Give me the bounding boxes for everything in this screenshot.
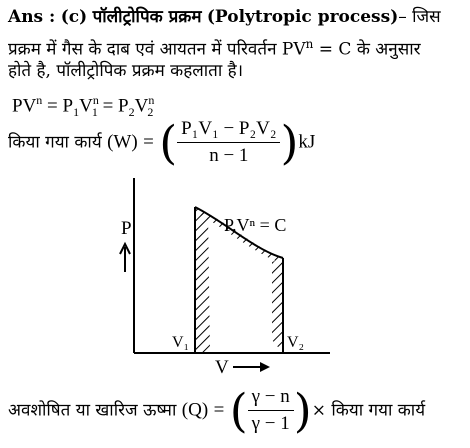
heat-symbol: (Q) (181, 399, 209, 421)
eq-lhs: PV (12, 95, 37, 117)
eq-v1-sub: 1 (91, 105, 98, 120)
answer-prefix: Ans : (8, 7, 56, 27)
eq-p2-sub: 2 (128, 105, 135, 120)
heat-equation: अवशोषित या खारिज ऊष्मा (Q) = ( $\frac{\gamma - n}{\gamma - 1}$ )× किया गया कार्य (8, 383, 426, 438)
process-name-english: (Polytropic process) (206, 7, 399, 27)
v2-label: V₂ (287, 334, 305, 351)
v1-label: V₁ (172, 334, 190, 351)
heat-numerator: γ − n (248, 386, 294, 411)
work-denominator: n − 1 (209, 145, 249, 166)
work-label: किया गया कार्य (8, 132, 102, 153)
eq-lhs-exp: n (36, 93, 43, 107)
polytropic-equation: $PV^n = P_1V^n_1 = P_2V^n_2$ (12, 93, 155, 120)
answer-line-2-text: प्रक्रम में गैस के दाब एवं आयतन में परिवर्तन PV (8, 39, 306, 60)
work-equation: किया गया कार्य (W) = ( $\frac{\text{P₁V₁ − P₂V₂}}{n - 1}$ )kJ (8, 115, 316, 170)
hatch-right (272, 258, 283, 353)
v-arrow-head-icon (260, 362, 270, 372)
hatch-left (195, 207, 210, 353)
process-name-hindi: पॉलीट्रोपिक प्रक्रम (92, 7, 202, 27)
eq-v1: V (79, 95, 93, 117)
heat-fraction (248, 386, 294, 435)
eq-v2-exp: n (148, 93, 155, 107)
v-label: V (215, 357, 229, 378)
eq-p1-sub: 1 (73, 105, 80, 120)
curve-label: P.Vⁿ = C (224, 215, 287, 235)
eq-v1-exp: n (92, 93, 99, 107)
answer-line-1-rest: – जिस (398, 7, 441, 27)
answer-line-2-tail: = C के अनुसार (313, 39, 421, 60)
eq-v2-sub: 2 (147, 105, 154, 120)
eq-v2: V (134, 95, 149, 117)
eq-p2: P (118, 95, 129, 117)
p-label: P (121, 218, 132, 239)
eq-p1: P (62, 95, 74, 117)
work-numerator: P₁V₁ − P₂V₂ (177, 118, 280, 143)
answer-line-3-text: होते है, पॉलीट्रोपिक प्रक्रम कहलाता है। (8, 61, 244, 81)
heat-label: अवशोषित या खारिज ऊष्मा (8, 400, 177, 421)
heat-tail: × किया गया कार्य (311, 400, 426, 421)
answer-option: (c) (60, 7, 88, 27)
work-symbol: (W) (107, 131, 138, 153)
work-unit: kJ (298, 131, 316, 153)
heat-denominator: γ − 1 (251, 413, 290, 434)
answer-line-2-exponent: n (305, 37, 314, 51)
